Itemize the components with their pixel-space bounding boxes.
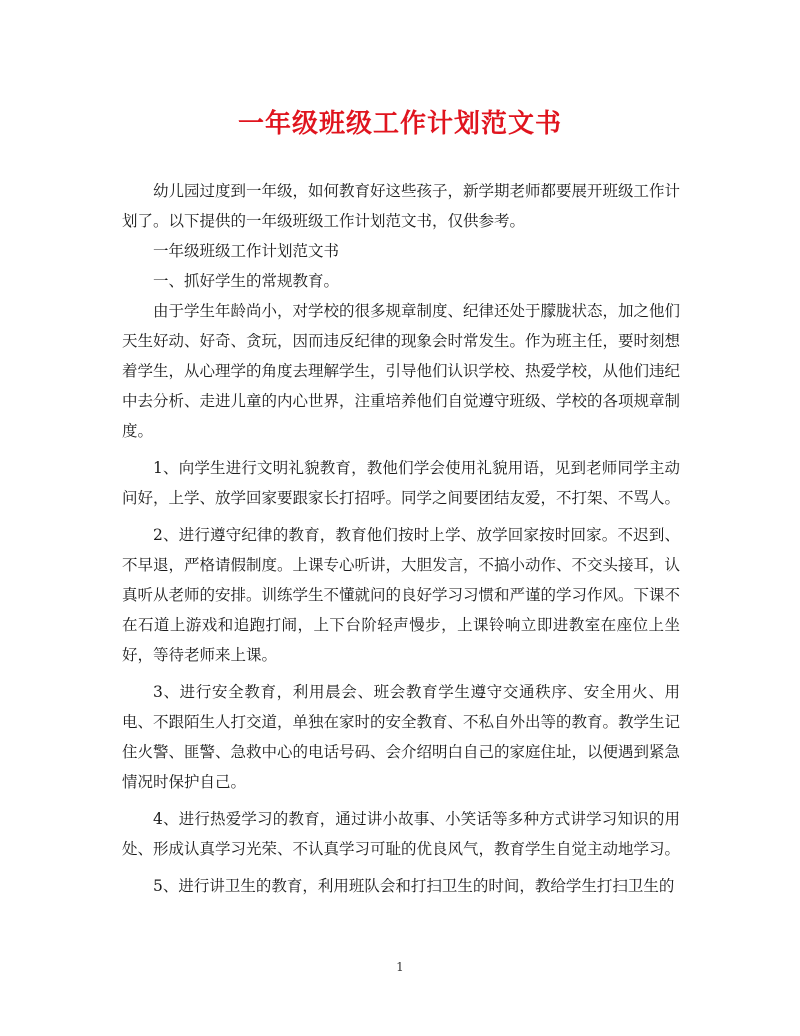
paragraph-section-heading: 一、抓好学生的常规教育。 bbox=[153, 272, 340, 290]
paragraph-item-5: 5、进行讲卫生的教育，利用班队会和打扫卫生的时间，教给学生打扫卫生的 bbox=[153, 877, 675, 895]
paragraph-item-1: 1、向学生进行文明礼貌教育，教他们学会使用礼貌用语，见到老师同学主动问好，上学、放学回家要跟家长打招呼。同学之间要团结友爱，不打架、不骂人。 bbox=[122, 459, 681, 507]
paragraph-subtitle: 一年级班级工作计划范文书 bbox=[153, 242, 340, 260]
paragraph-item-3: 3、进行安全教育，利用晨会、班会教育学生遵守交通秩序、安全用火、用电、不跟陌生人打交道，单独在家时的安全教育、不私自外出等的教育。教学生记住火警、匪警、急救中心的电话号码、会介绍明白自己的家庭住址，以便遇到紧急情况时保护自己。 bbox=[122, 683, 681, 791]
paragraph-section-body: 由于学生年龄尚小，对学校的很多规章制度、纪律还处于朦胧状态，加之他们天生好动、好奇、贪玩，因而违反纪律的现象会时常发生。作为班主任，要时刻想着学生，从心理学的角度去理解学生，引导他们认识学校、热爱学校，从他们违纪中去分析、走进儿童的内心世界，注重培养他们自觉遵守班级、学校的各项规章制度。 bbox=[122, 302, 681, 440]
paragraph-item-4: 4、进行热爱学习的教育，通过讲小故事、小笑话等多种方式讲学习知识的用处、形成认真学习光荣、不认真学习可耻的优良风气，教育学生自觉主动地学习。 bbox=[122, 810, 681, 858]
paragraph-item-2: 2、进行遵守纪律的教育，教育他们按时上学、放学回家按时回家。不迟到、不早退，严格请假制度。上课专心听讲，大胆发言，不搞小动作、不交头接耳，认真听从老师的安排。训练学生不懂就问的良好学习习惯和严谨的学习作风。下课不在石道上游戏和追跑打闹，上下台阶轻声慢步，上课铃响立即进教室在座位上坐好，等待老师来上课。 bbox=[122, 526, 681, 664]
document-body bbox=[122, 176, 680, 901]
paragraph-intro: 幼儿园过度到一年级，如何教育好这些孩子，新学期老师都要展开班级工作计划了。以下提供的一年级班级工作计划范文书，仅供参考。 bbox=[122, 182, 681, 230]
document-title: 一年级班级工作计划范文书 bbox=[237, 109, 562, 139]
page-number: 1 bbox=[396, 960, 404, 974]
